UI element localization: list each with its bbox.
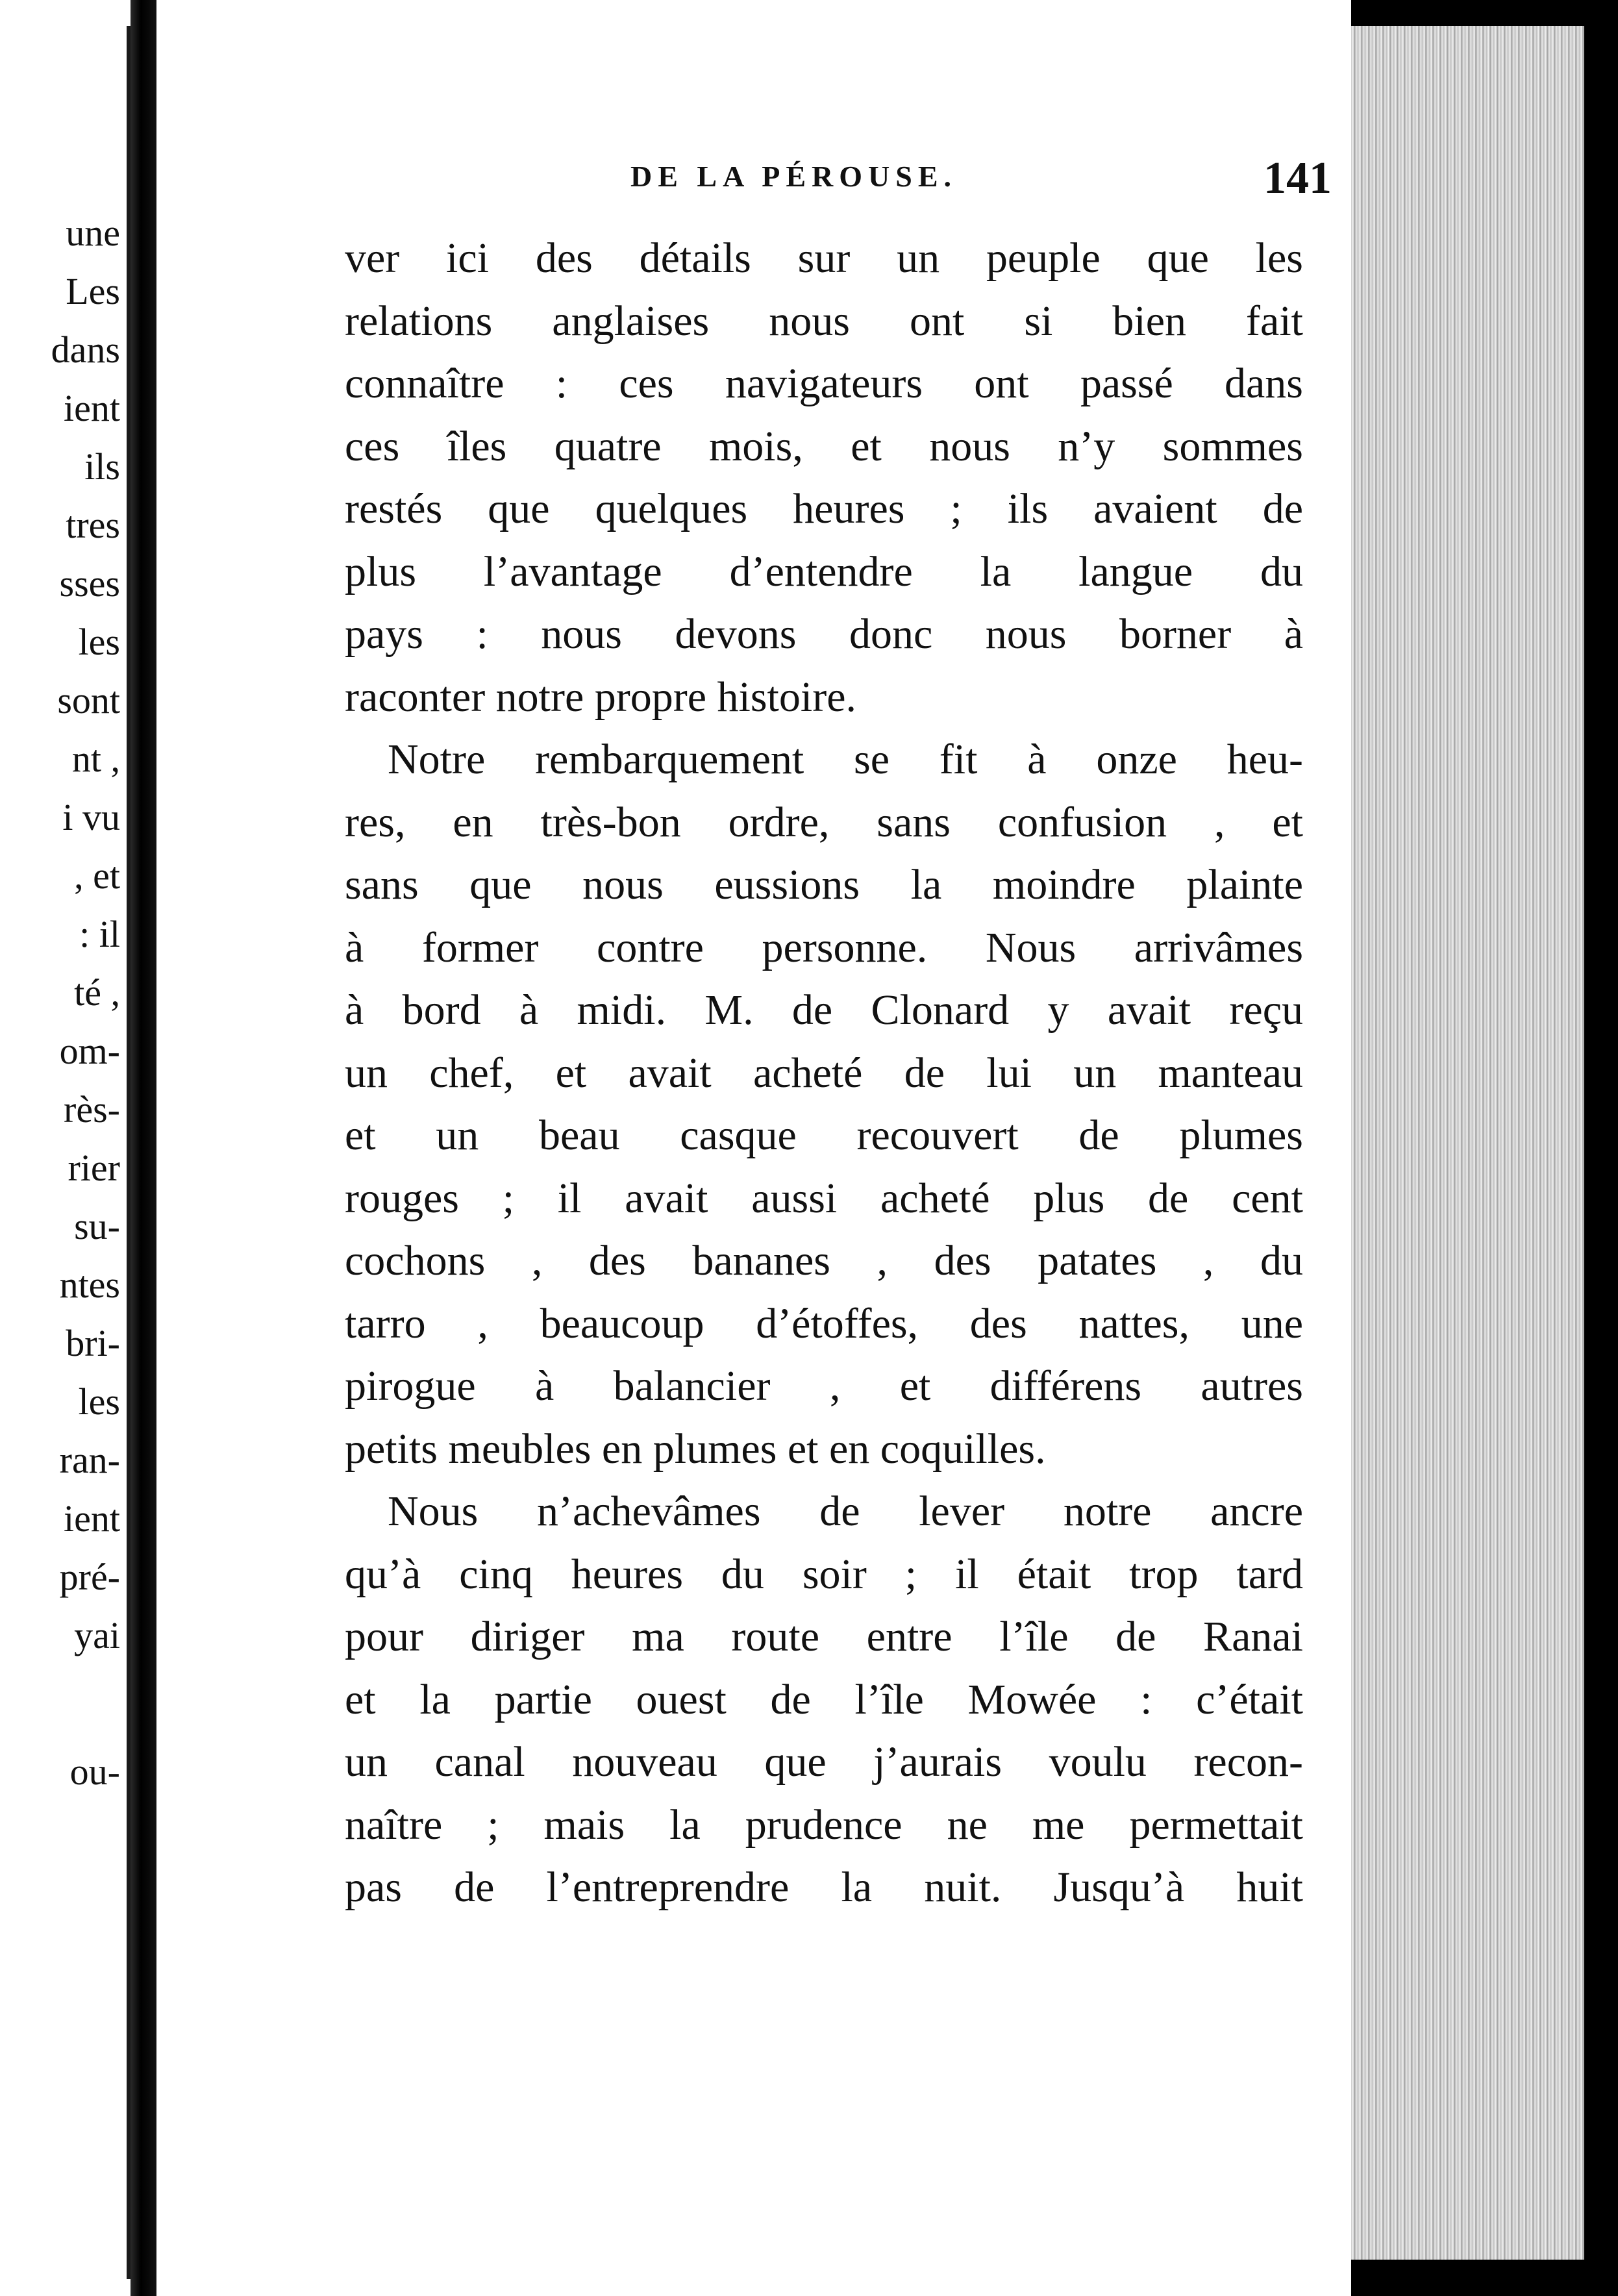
text-line: et la partie ouest de l’île Mowée : c’était: [345, 1675, 1303, 1723]
left-page-line: ient: [64, 387, 120, 429]
left-page-line: les: [78, 1380, 120, 1423]
running-head-title: DE LA PÉROUSE.: [630, 160, 958, 193]
text-line: cochons , des bananes , des patates , du: [345, 1237, 1303, 1284]
left-page-line: i vu: [62, 796, 120, 838]
text-line: pays : nous devons donc nous borner à: [345, 610, 1303, 658]
text-line: res, en très-bon ordre, sans confusion , et: [345, 798, 1303, 846]
page-number: 141: [1263, 153, 1332, 203]
edges-top-shadow: [1351, 0, 1618, 26]
text-line: rouges ; il avait aussi acheté plus de cent: [345, 1174, 1303, 1222]
left-page-line: om-: [59, 1030, 120, 1072]
text-line: raconter notre propre histoire.: [345, 673, 857, 721]
left-page-line: bri-: [66, 1322, 120, 1364]
left-page-line: su-: [74, 1205, 120, 1247]
scan-border: [1584, 0, 1618, 2296]
left-page-line: , et: [74, 855, 120, 897]
text-line: un canal nouveau que j’aurais voulu recon-: [345, 1738, 1303, 1786]
left-page-line: sses: [59, 562, 120, 605]
left-page-line: ils: [84, 445, 120, 488]
left-page-line: rès-: [64, 1088, 120, 1130]
text-line: à bord à midi. M. de Clonard y avait reçu: [345, 986, 1303, 1034]
body-text: [345, 227, 1303, 1919]
running-head: [494, 153, 1332, 205]
left-page-line: tres: [66, 504, 120, 546]
left-page-line: yai: [74, 1614, 120, 1656]
page-edges: [1351, 0, 1618, 2296]
left-page-line: les: [78, 621, 120, 663]
left-page-line: ient: [64, 1497, 120, 1540]
left-page-line: ran-: [59, 1439, 120, 1481]
left-page-line: sont: [57, 679, 120, 721]
left-page-line: té ,: [74, 971, 120, 1014]
text-line: pour diriger ma route entre l’île de Ranai: [345, 1613, 1303, 1660]
left-page-line: : il: [79, 913, 120, 955]
text-line: connaître : ces navigateurs ont passé dans: [345, 360, 1303, 407]
text-line: naître ; mais la prudence ne me permettait: [345, 1801, 1303, 1849]
text-line: tarro , beaucoup d’étoffes, des nattes, une: [345, 1299, 1303, 1347]
text-line: restés que quelques heures ; ils avaient de: [345, 485, 1303, 532]
left-page-line: dans: [51, 329, 120, 371]
text-line: plus l’avantage d’entendre la langue du: [345, 547, 1303, 595]
left-page-line: ntes: [59, 1264, 120, 1306]
book-gutter: [131, 0, 156, 2296]
top-margin: [0, 0, 1351, 26]
edges-bottom-shadow: [1351, 2260, 1618, 2296]
left-page-line: ou-: [69, 1751, 120, 1793]
text-line: sans que nous eussions la moindre plainte: [345, 861, 1303, 908]
left-page-line: pré-: [59, 1556, 120, 1598]
left-page-line: Les: [66, 270, 120, 312]
text-line: qu’à cinq heures du soir ; il était trop tard: [345, 1550, 1303, 1598]
text-line: relations anglaises nous ont si bien fait: [345, 297, 1303, 345]
text-line: à former contre personne. Nous arrivâmes: [345, 923, 1303, 971]
text-line: ver ici des détails sur un peuple que les: [345, 234, 1303, 282]
text-line: petits meubles en plumes et en coquilles.: [345, 1425, 1046, 1473]
text-line: Notre rembarquement se fit à onze heu-: [388, 736, 1303, 783]
text-line: pas de l’entreprendre la nuit. Jusqu’à huit: [345, 1864, 1303, 1911]
text-line: un chef, et avait acheté de lui un manteau: [345, 1049, 1303, 1097]
text-line: Nous n’achevâmes de lever notre ancre: [388, 1488, 1303, 1535]
left-page-line: rier: [68, 1147, 120, 1189]
left-page-line: une: [66, 212, 120, 254]
book-page: [156, 32, 1351, 2286]
text-line: et un beau casque recouvert de plumes: [345, 1112, 1303, 1159]
text-line: pirogue à balancier , et différens autres: [345, 1362, 1303, 1410]
previous-page-fragment: [0, 26, 131, 2279]
text-line: ces îles quatre mois, et nous n’y sommes: [345, 422, 1303, 470]
left-page-line: nt ,: [71, 738, 120, 780]
